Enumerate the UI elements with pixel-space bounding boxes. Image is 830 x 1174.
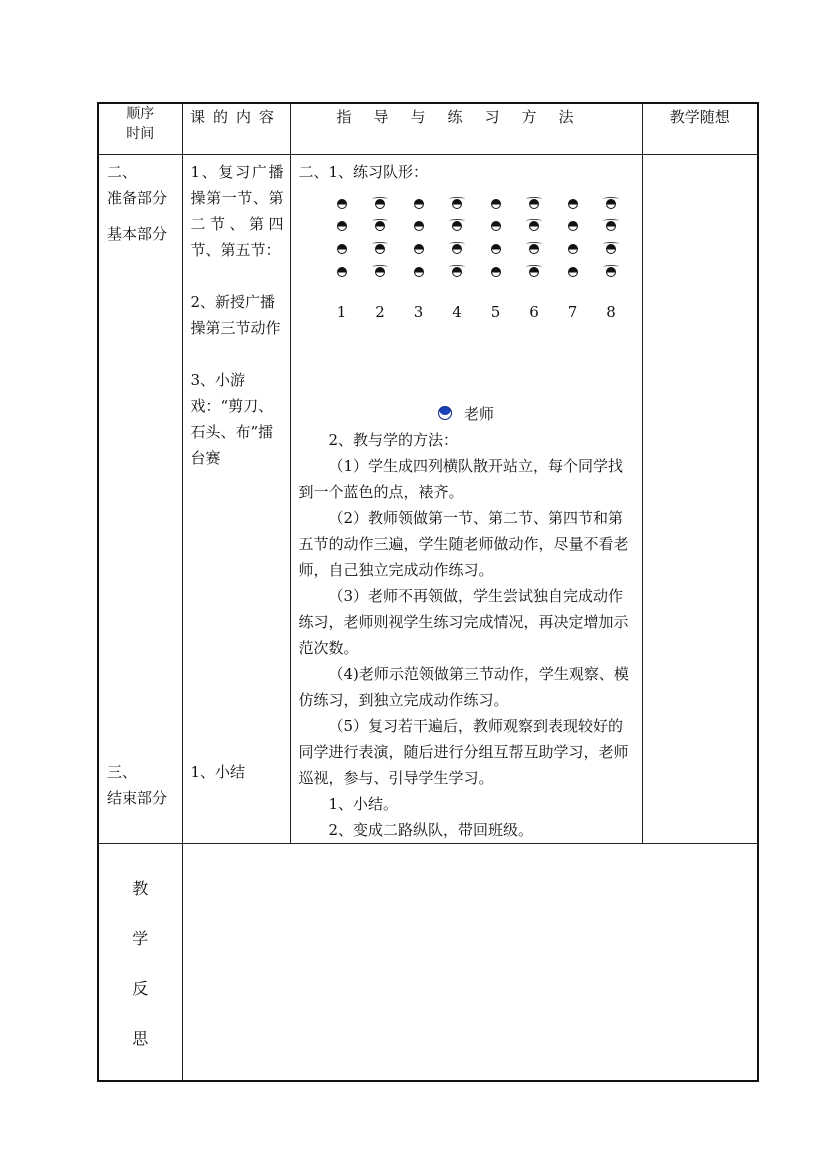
content-item-review: 1、复习广播操第一节、第二节、第四节、第五节： <box>190 163 284 259</box>
method-p2: （2）教师领做第一节、第二节、第四节和第五节的动作三遍，学生随老师做动作，尽量不看老师，自己独立完成动作练习。 <box>298 509 629 579</box>
method-p3: （3）老师不再领做，学生尝试独自完成动作练习，老师则视学生练习完成情况，再决定增加示范次数。 <box>298 587 629 657</box>
method-subtitle: 2、教与学的方法： <box>328 431 459 449</box>
header-content: 课的内容 <box>182 103 290 155</box>
student-dot <box>375 267 385 277</box>
teacher-label: 老师 <box>463 405 494 423</box>
student-dot <box>414 221 424 231</box>
formation-diagram <box>299 189 634 299</box>
method-end1: 1、小结。 <box>328 795 399 813</box>
order-prep: 准备部分 <box>107 189 168 207</box>
content-item-game: 3、小游戏：“剪刀、石头、布”擂台赛 <box>190 371 274 467</box>
column-number: 1 <box>336 303 347 321</box>
reflection-label-cell <box>98 844 182 1082</box>
student-dot <box>568 267 578 277</box>
content-item-new: 2、新授广播操第三节动作 <box>190 293 281 337</box>
reflection-row <box>98 844 758 1082</box>
header-row <box>98 103 758 155</box>
student-dot <box>606 199 616 209</box>
column-number: 4 <box>452 303 462 321</box>
student-dot <box>529 267 539 277</box>
student-dot <box>337 244 347 254</box>
student-dot <box>529 199 539 209</box>
method-end2: 2、变成二路纵队，带回班级。 <box>328 821 534 839</box>
student-dot <box>414 244 424 254</box>
content-cell <box>182 155 290 844</box>
content-item-summary: 1、小结 <box>190 763 246 781</box>
student-dot <box>375 221 385 231</box>
student-dot <box>529 244 539 254</box>
reflection-char-1: 教 <box>132 879 149 898</box>
student-dot <box>568 199 578 209</box>
method-cell <box>290 155 642 844</box>
student-dot <box>414 267 424 277</box>
order-two: 二、 <box>107 163 138 181</box>
column-number: 6 <box>529 303 539 321</box>
header-time: 时间 <box>126 126 155 142</box>
order-cell <box>98 155 182 844</box>
column-number: 2 <box>375 303 385 321</box>
student-dot <box>337 267 347 277</box>
student-dot <box>375 199 385 209</box>
student-dot <box>491 221 501 231</box>
student-dot <box>529 221 539 231</box>
student-dot <box>452 199 462 209</box>
student-dot <box>568 244 578 254</box>
column-number: 7 <box>567 303 578 321</box>
student-dot <box>606 221 616 231</box>
formation-title: 二、1、练习队形： <box>298 163 429 181</box>
reflection-char-3: 反 <box>132 979 149 998</box>
column-number: 8 <box>606 303 616 321</box>
order-basic: 基本部分 <box>107 225 168 243</box>
student-dot <box>375 244 385 254</box>
method-p5: （5）复习若干遍后，教师观察到表现较好的同学进行表演，随后进行分组互帮互助学习，老师巡视，参与、引导学生学习。 <box>298 717 629 787</box>
student-dot <box>606 244 616 254</box>
student-dot <box>491 244 501 254</box>
student-dot <box>606 267 616 277</box>
reflection-content-cell <box>182 844 758 1082</box>
order-end: 结束部分 <box>107 789 168 807</box>
method-p4: （4)老师示范领做第三节动作，学生观察、模仿练习，到独立完成动作练习。 <box>298 665 629 709</box>
student-dot <box>452 244 462 254</box>
body-row <box>98 155 758 844</box>
student-dot <box>414 199 424 209</box>
column-number: 3 <box>413 303 424 321</box>
student-dot <box>491 199 501 209</box>
header-order-time <box>98 103 182 155</box>
student-dot <box>491 267 501 277</box>
teacher-icon <box>438 406 452 420</box>
student-dot <box>452 221 462 231</box>
reflection-char-4: 思 <box>132 1029 149 1048</box>
header-order: 顺序 <box>126 106 155 122</box>
order-three: 三、 <box>107 763 138 781</box>
student-dot <box>452 267 462 277</box>
column-number: 5 <box>490 303 501 321</box>
notes-cell <box>642 155 758 844</box>
header-notes: 教学随想 <box>642 103 758 155</box>
lesson-plan-table <box>97 102 759 1082</box>
reflection-label <box>99 844 182 1064</box>
student-dot <box>337 221 347 231</box>
method-p1: （1）学生成四列横队散开站立，每个同学找到一个蓝色的点，裱齐。 <box>298 457 624 501</box>
student-dot <box>568 221 578 231</box>
header-method: 指导与练习方法 <box>290 103 642 155</box>
reflection-char-2: 学 <box>132 929 149 948</box>
teacher-marker <box>299 401 634 427</box>
column-numbers <box>299 299 634 325</box>
student-dot <box>337 199 347 209</box>
